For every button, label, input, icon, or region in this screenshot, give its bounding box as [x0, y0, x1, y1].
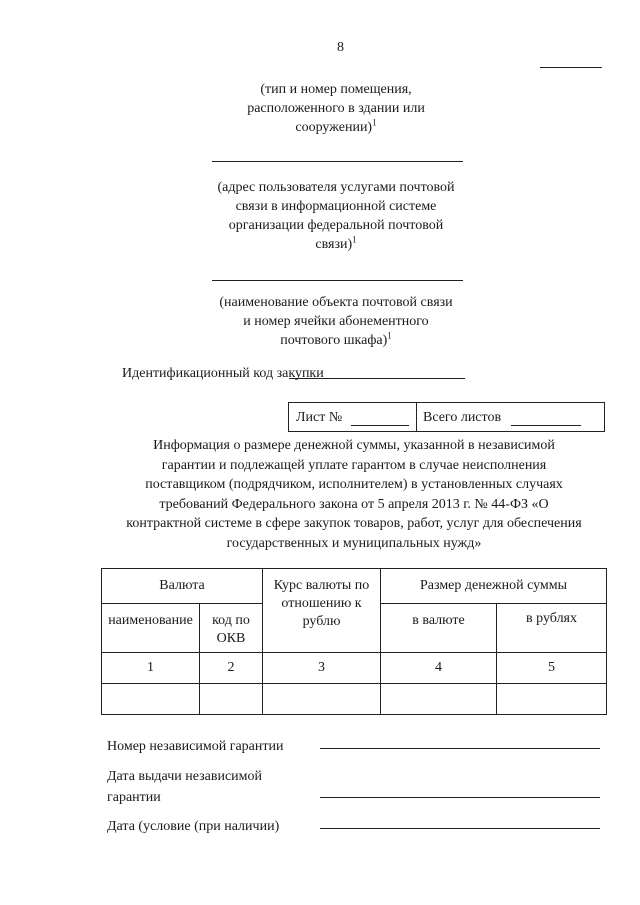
heading-line6: государственных и муниципальных нужд» [226, 535, 482, 551]
amount-in-rubles-header: в рублях [497, 604, 607, 653]
footnote-marker: 1 [352, 234, 357, 245]
postal-object-input-line[interactable] [212, 280, 463, 281]
table-cell[interactable] [497, 684, 607, 715]
amount-header: Размер денежной суммы [381, 569, 607, 604]
heading-line3: поставщиком (подрядчиком, исполнителем) в установленных случаях [145, 477, 563, 492]
currency-header: Валюта [102, 569, 263, 604]
premises-caption [196, 80, 476, 137]
user-address-caption-line2: связи в информационной системе [235, 199, 437, 214]
user-address-caption-line1: (адрес пользователя услугами почтовой [217, 180, 455, 195]
postal-object-caption [176, 293, 496, 350]
procurement-code-label: Идентификационный код закупки [122, 366, 324, 381]
table-cell[interactable] [200, 684, 263, 715]
procurement-code-field[interactable] [289, 378, 465, 379]
currency-name-header: наименование [102, 604, 200, 653]
condition-date-field[interactable] [320, 828, 600, 829]
heading-line5: контрактной системе в сфере закупок товаров, работ, услуг для обеспечения [126, 516, 582, 531]
top-right-rule [540, 67, 602, 68]
footnote-marker: 1 [372, 117, 377, 128]
user-address-caption [176, 178, 496, 254]
page-number: 8 [337, 40, 344, 55]
premises-caption-line3: сооружении)$^1$ [295, 117, 377, 135]
sheet-number-label: Лист № [296, 410, 343, 425]
information-heading [90, 436, 618, 553]
column-number: 2 [200, 653, 263, 684]
column-number: 3 [263, 653, 381, 684]
currency-amount-table [101, 568, 607, 715]
premises-caption-line2: расположенного в здании или [247, 101, 425, 116]
sheet-box-divider [416, 403, 417, 431]
user-address-caption-line4: связи)$^1$ [315, 234, 357, 252]
premises-caption-line1: (тип и номер помещения, [260, 82, 412, 97]
footnote-marker: 1 [387, 330, 392, 341]
currency-code-header: код по ОКВ [200, 604, 263, 653]
heading-line4: требований Федерального закона от 5 апреля 2013 г. № 44-ФЗ «О [159, 496, 549, 512]
issue-date-label-line2: гарантии [107, 790, 161, 805]
rate-header: Курс валюты по отношению к рублю [263, 569, 381, 653]
sheet-number-field[interactable] [351, 425, 409, 426]
column-number: 4 [381, 653, 497, 684]
postal-object-caption-line1: (наименование объекта почтовой связи [219, 295, 453, 310]
address-input-line[interactable] [212, 161, 463, 162]
guarantee-number-field[interactable] [320, 748, 600, 749]
user-address-caption-line3: организации федеральной почтовой [228, 218, 444, 233]
issue-date-field[interactable] [320, 797, 600, 798]
amount-in-currency-header: в валюте [381, 604, 497, 653]
total-sheets-label: Всего листов [423, 410, 502, 425]
table-cell[interactable] [381, 684, 497, 715]
heading-line1: Информация о размере денежной суммы, указанной в независимой [153, 438, 555, 453]
column-number: 5 [497, 653, 607, 684]
table-row [102, 684, 607, 715]
table-row [102, 653, 607, 684]
postal-object-caption-line2: и номер ячейки абонементного [243, 314, 429, 329]
sheet-count-box [288, 402, 605, 432]
table-cell[interactable] [102, 684, 200, 715]
column-number: 1 [102, 653, 200, 684]
issue-date-label-line1: Дата выдачи независимой [107, 769, 263, 784]
issue-date-label [107, 766, 262, 808]
guarantee-number-label: Номер независимой гарантии [107, 739, 284, 754]
heading-line2: гарантии и подлежащей уплате гарантом в случае неисполнения [161, 457, 547, 473]
total-sheets-field[interactable] [511, 425, 581, 426]
condition-date-label: Дата (условие (при наличии) [107, 819, 280, 834]
table-cell[interactable] [263, 684, 381, 715]
postal-object-caption-line3: почтового шкафа)$^1$ [280, 330, 392, 348]
